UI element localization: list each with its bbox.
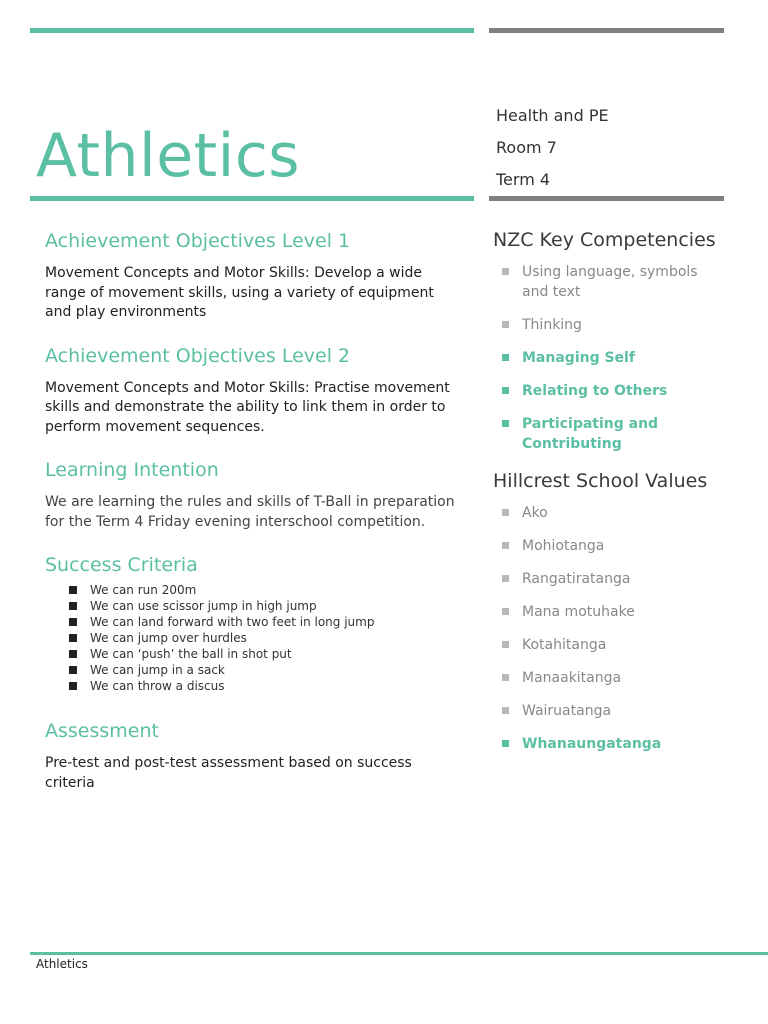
footer-label: Athletics — [36, 957, 88, 971]
section-heading-assessment: Assessment — [45, 720, 159, 742]
title-rule-right — [489, 196, 724, 201]
criteria-item: We can jump over hurdles — [69, 630, 455, 646]
value-item: Wairuatanga — [493, 701, 723, 721]
meta-room: Room 7 — [496, 138, 557, 157]
top-rule-left — [30, 28, 474, 33]
top-rule-right — [489, 28, 724, 33]
meta-term: Term 4 — [496, 170, 551, 189]
competency-item: Participating and Contributing — [493, 414, 723, 454]
competency-item: Relating to Others — [493, 381, 723, 401]
value-item: Mohiotanga — [493, 536, 723, 556]
criteria-item: We can use scissor jump in high jump — [69, 598, 455, 614]
section-heading-ao2: Achievement Objectives Level 2 — [45, 344, 351, 367]
side-column — [493, 226, 723, 767]
criteria-item: We can jump in a sack — [69, 662, 455, 678]
value-item: Mana motuhake — [493, 602, 723, 622]
criteria-item: We can throw a discus — [69, 678, 455, 694]
competency-item: Using language, symbols and text — [493, 262, 723, 302]
section-body-ao2: Movement Concepts and Motor Skills: Practise movement skills and demonstrate the ability to link them in order to perform movement sequences. — [45, 379, 450, 435]
values-list — [493, 503, 723, 754]
criteria-item: We can land forward with two feet in long jump — [69, 614, 455, 630]
competencies-list — [493, 262, 723, 454]
section-body-assessment: Pre-test and post-test assessment based on success criteria — [45, 755, 412, 791]
section-body-learning-intention: We are learning the rules and skills of T-Ball in preparation for the Term 4 Friday evening interschool competition. — [45, 494, 455, 530]
section-heading-success-criteria: Success Criteria — [45, 554, 198, 576]
section-body-ao1: Movement Concepts and Motor Skills: Develop a wide range of movement skills, using a variety of equipment and play environments — [45, 265, 434, 320]
criteria-item: We can run 200m — [69, 582, 455, 598]
section-heading-ao1: Achievement Objectives Level 1 — [45, 230, 351, 252]
footer-rule — [30, 952, 768, 955]
value-item: Manaakitanga — [493, 668, 723, 688]
title-rule-left — [30, 196, 474, 201]
value-item: Ako — [493, 503, 723, 523]
values-heading: Hillcrest School Values — [493, 470, 708, 492]
value-item: Rangatiratanga — [493, 569, 723, 589]
page-title: Athletics — [36, 121, 301, 191]
value-item: Whanaungatanga — [493, 734, 723, 754]
meta-subject: Health and PE — [496, 106, 609, 125]
competency-item: Thinking — [493, 315, 723, 335]
main-column — [45, 226, 455, 811]
section-heading-learning-intention: Learning Intention — [45, 459, 219, 481]
course-meta — [496, 100, 609, 196]
value-item: Kotahitanga — [493, 635, 723, 655]
success-criteria-list — [69, 582, 455, 694]
criteria-item: We can ‘push’ the ball in shot put — [69, 646, 455, 662]
competency-item: Managing Self — [493, 348, 723, 368]
competencies-heading: NZC Key Competencies — [493, 229, 716, 251]
